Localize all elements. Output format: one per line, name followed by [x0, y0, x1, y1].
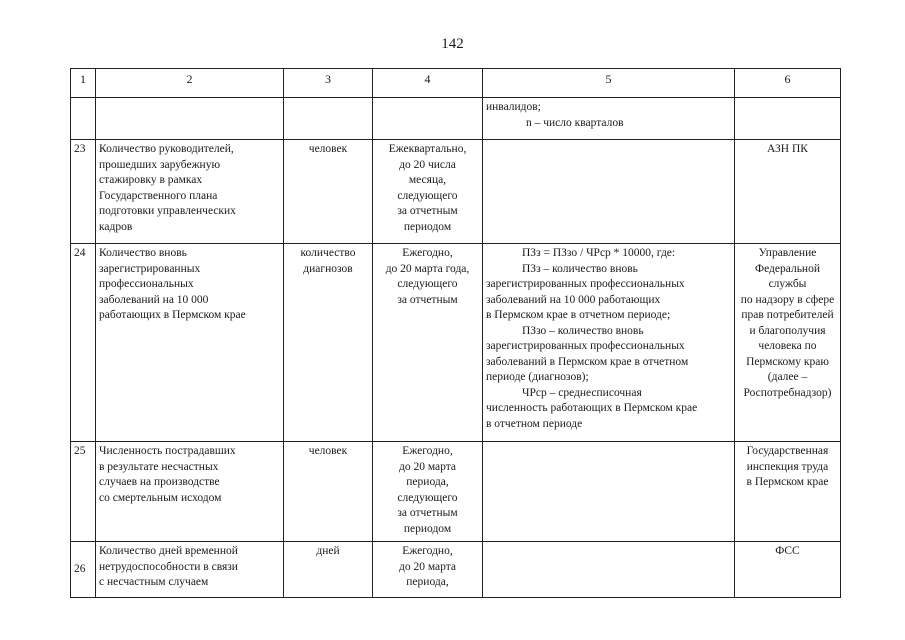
method-line: периоде (диагнозов); [486, 371, 589, 383]
source-cell [735, 98, 841, 140]
source-line: человека по [758, 340, 817, 352]
name-line: со смертельным исходом [99, 491, 222, 504]
period-cell [373, 98, 483, 140]
header-cell: 1 [71, 69, 96, 98]
method-line: заболеваний на 10 000 работающих [486, 293, 661, 306]
name-cell [96, 98, 284, 140]
method-line: зарегистрированных профессиональных [486, 340, 685, 352]
period-line: до 20 марта [398, 560, 457, 573]
table-row [71, 140, 841, 244]
source-cell [735, 542, 841, 598]
header-cell: 2 [96, 69, 284, 98]
method-line: в Пермском крае в отчетном периоде; [486, 309, 671, 321]
name-line: подготовки управленческих [99, 205, 236, 217]
name-line: кадров [99, 220, 133, 233]
period-line: периода, [406, 576, 449, 588]
period-line: следующего [397, 491, 458, 504]
table-row-continuation [71, 98, 841, 140]
method-line: ПЗз – количество вновь [522, 262, 638, 275]
method-cell [483, 98, 735, 140]
period-line: периодом [403, 220, 452, 233]
source-cell [735, 442, 841, 542]
name-line: стажировку в рамках [99, 174, 203, 186]
header-cell: 5 [483, 69, 735, 98]
period-line: периода, [406, 476, 449, 488]
method-cell [483, 244, 735, 442]
name-line: Государственного плана [99, 189, 218, 202]
method-line: n – число кварталов [526, 116, 624, 129]
period-line: до 20 марта [398, 460, 457, 473]
table-row [71, 542, 841, 598]
unit-line: человек [308, 445, 348, 457]
method-line: зарегистрированных профессиональных [486, 278, 685, 290]
table-row [71, 442, 841, 542]
method-cell [483, 442, 735, 542]
page-number: 142 [441, 36, 464, 52]
source-line: в Пермском крае [746, 476, 829, 488]
period-cell [373, 140, 483, 244]
source-line: прав потребителей [741, 309, 834, 321]
unit-cell [284, 542, 373, 598]
source-cell [735, 244, 841, 442]
method-cell [483, 140, 735, 244]
name-line: нетрудоспособности в связи [99, 560, 238, 573]
method-line: численность работающих в Пермском крае [486, 402, 698, 414]
method-cell [483, 542, 735, 598]
name-line: Количество дней временной [99, 545, 238, 557]
period-line: за отчетным [397, 205, 458, 217]
period-line: Ежегодно, [402, 247, 453, 259]
source-line: Управление [758, 247, 817, 259]
period-line: Ежегодно, [402, 445, 453, 457]
unit-line: дней [316, 545, 340, 557]
period-cell [373, 244, 483, 442]
name-cell [96, 542, 284, 598]
method-line: ПЗзо – количество вновь [522, 324, 644, 337]
method-line: заболеваний в Пермском крае в отчетном [486, 355, 689, 368]
row-number: 23 [71, 140, 96, 244]
header-cell: 4 [373, 69, 483, 98]
name-line: Численность пострадавших [99, 445, 236, 457]
method-line: в отчетном периоде [486, 417, 583, 430]
period-line: за отчетным [397, 507, 458, 519]
name-line: Количество руководителей, [99, 143, 234, 155]
unit-cell [284, 140, 373, 244]
row-number: 25 [71, 442, 96, 542]
table-header-row [71, 69, 841, 98]
formula-line: ПЗз = ПЗзо / ЧРср * 10000, где: [522, 247, 676, 259]
unit-cell [284, 442, 373, 542]
period-line: следующего [397, 278, 458, 290]
period-line: за отчетным [397, 293, 458, 306]
row-number: 24 [71, 244, 96, 442]
period-line: месяца, [408, 174, 447, 186]
table-row [71, 244, 841, 442]
name-line: заболеваний на 10 000 [99, 293, 209, 306]
source-line: Пермскому краю [746, 355, 829, 368]
unit-line: человек [308, 143, 348, 155]
name-cell [96, 140, 284, 244]
period-cell [373, 542, 483, 598]
source-line: инспекция труда [746, 460, 829, 473]
source-line: и благополучия [749, 324, 826, 337]
name-cell [96, 244, 284, 442]
period-line: до 20 числа [399, 158, 456, 171]
source-line: ФСС [775, 545, 800, 557]
name-line: профессиональных [99, 278, 194, 290]
name-line: зарегистрированных [99, 262, 201, 275]
period-line: до 20 марта года, [385, 262, 470, 275]
source-line: АЗН ПК [767, 143, 808, 155]
period-line: Ежеквартально, [388, 143, 467, 155]
source-line: Государственная [746, 445, 829, 457]
unit-line: количество [300, 247, 356, 259]
source-cell [735, 140, 841, 244]
header-cell: 6 [735, 69, 841, 98]
source-line: Федеральной службы [755, 262, 820, 290]
name-cell [96, 442, 284, 542]
name-line: в результате несчастных [99, 460, 219, 473]
source-line: (далее – [767, 371, 808, 383]
indicator-table [70, 68, 841, 598]
period-line: периодом [403, 522, 452, 535]
source-line: Роспотребнадзор) [743, 386, 832, 399]
name-line: работающих в Пермском крае [99, 309, 246, 321]
row-number: 26 [71, 542, 96, 598]
header-cell: 3 [284, 69, 373, 98]
method-line: инвалидов; [486, 101, 541, 113]
name-line: прошедших зарубежную [99, 158, 221, 171]
period-line: Ежегодно, [402, 545, 453, 557]
source-line: по надзору в сфере [740, 293, 835, 306]
unit-cell [284, 98, 373, 140]
period-line: следующего [397, 189, 458, 202]
num-cell [71, 98, 96, 140]
unit-cell [284, 244, 373, 442]
method-line: ЧРср – среднесписочная [522, 386, 642, 399]
name-line: Количество вновь [99, 247, 187, 259]
unit-line: диагнозов [303, 262, 353, 275]
name-line: случаев на производстве [99, 476, 220, 488]
name-line: с несчастным случаем [99, 576, 209, 588]
period-cell [373, 442, 483, 542]
